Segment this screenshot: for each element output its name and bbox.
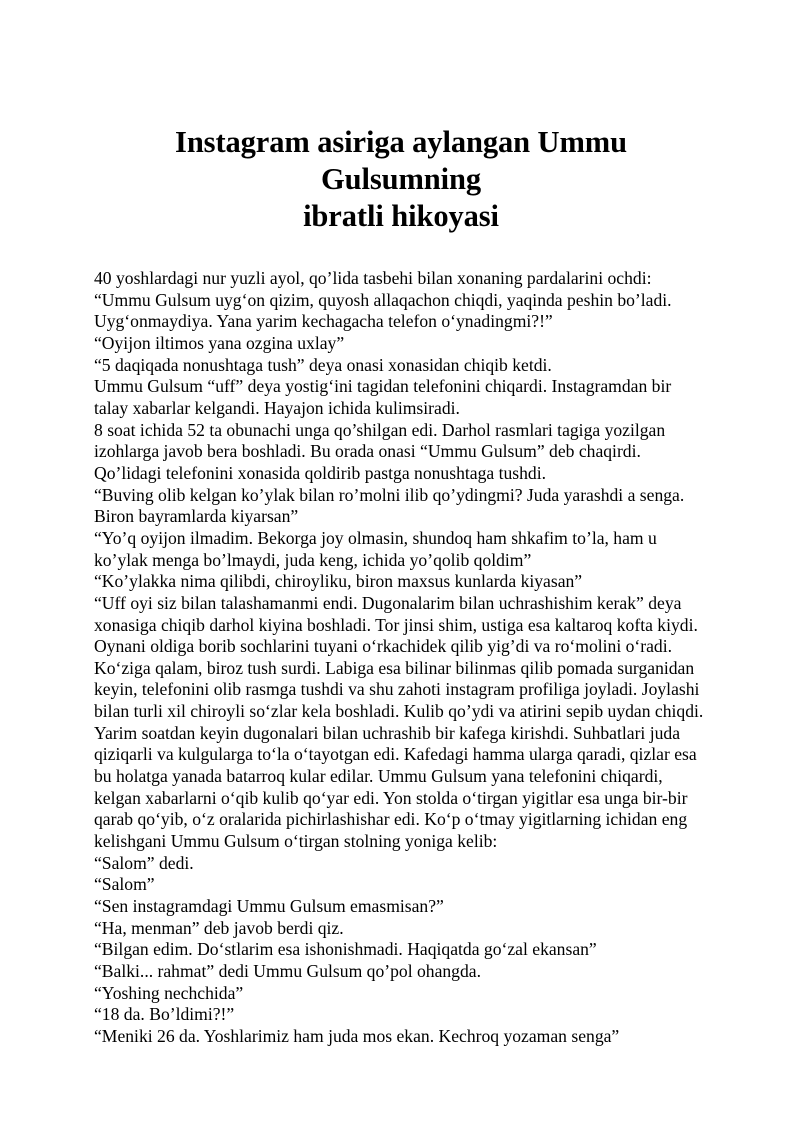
- document-title: [94, 124, 708, 235]
- paragraph: “Sen instagramdagi Ummu Gulsum emasmisan?”: [94, 896, 444, 917]
- paragraph: “Bilgan edim. Do‘stlarim esa ishonishmadi. Haqiqatda go‘zal ekansan”: [94, 939, 597, 960]
- paragraph: 40 yoshlardagi nur yuzli ayol, qo’lida tasbehi bilan xonaning pardalarini ochdi:: [94, 268, 652, 288]
- paragraph: “Salom” dedi.: [94, 852, 194, 873]
- paragraph: “Ko’ylakka nima qilibdi, chiroyliku, biron maxsus kunlarda kiyasan”: [94, 571, 583, 592]
- paragraph: “Ummu Gulsum uyg‘on qizim, quyosh allaqachon chiqdi, yaqinda peshin bo’ladi. Uyg‘onmaydiya. Yana yarim kechagacha telefon o‘ynadingmi?!”: [94, 289, 672, 332]
- paragraph: “Buving olib kelgan ko’ylak bilan ro’molni ilib qo’ydingmi? Juda yarashdi a senga. Biron bayramlarda kiyarsan”: [94, 484, 685, 527]
- paragraph: “5 daqiqada nonushtaga tush” deya onasi xonasidan chiqib ketdi.: [94, 354, 552, 375]
- paragraph: “Uff oyi siz bilan talashamanmi endi. Dugonalarim bilan uchrashishim kerak” deya xonasiga chiqib darhol kiyina boshladi. Tor jinsi shim, ustiga esa kaltaroq kofta kiydi. Oynani oldiga borib sochlarini tuyani o‘rkachidek qilib yig’di va ro‘molini o‘radi. Ko‘ziga qalam, biroz tush surdi. Labiga esa bilinar bilinmas qilib pomada surganidan keyin, telefonini olib rasmga tushdi va shu zahoti instagram profiliga joyladi. Joylashi bilan turli xil chiroyli so‘zlar kela boshladi. Kulib qo’ydi va atirini sepib uydan chiqdi. Yarim soatdan keyin dugonalari bilan uchrashib bir kafega kirishdi. Suhbatlari juda qiziqarli va kulgularga to‘la o‘tayotgan edi. Kafedagi hamma ularga qaradi, qizlar esa bu holatga yanada batarroq kular edilar. Ummu Gulsum yana telefonini chiqardi, kelgan xabarlarni o‘qib kulib qo‘yar edi. Yon stolda o‘tirgan yigitlar esa unga bir-bir qarab qo‘yib, o‘z oralarida pichirlashishar edi. Ko‘p o‘tmay yigitlarning ichidan eng kelishgani Ummu Gulsum o‘tirgan stolning yoniga kelib:: [94, 592, 704, 852]
- title-line-1: Instagram asiriga aylangan Ummu Gulsumning: [175, 125, 627, 196]
- paragraph: “18 da. Bo’ldimi?!”: [94, 1004, 235, 1025]
- paragraph: “Yo’q oyijon ilmadim. Bekorga joy olmasin, shundoq ham shkafim to’la, ham u ko’ylak menga bo’lmaydi, juda keng, ichida yo’qolib qoldim”: [94, 527, 657, 570]
- paragraph: “Ha, menman” deb javob berdi qiz.: [94, 917, 344, 938]
- paragraph: “Salom”: [94, 874, 155, 895]
- paragraph: “Meniki 26 da. Yoshlarimiz ham juda mos ekan. Kechroq yozaman senga”: [94, 1025, 620, 1046]
- paragraph: Ummu Gulsum “uff” deya yostig‘ini tagidan telefonini chiqardi. Instagramdan bir talay xabarlar kelgandi. Hayajon ichida kulimsiradi.: [94, 376, 672, 418]
- story-body: [94, 268, 708, 1048]
- paragraph: 8 soat ichida 52 ta obunachi unga qo’shilgan edi. Darhol rasmlari tagiga yozilgan izohlarga javob bera boshladi. Bu orada onasi “Ummu Gulsum” deb chaqirdi. Qo’lidagi telefonini xonasida qoldirib pastga nonushtaga tushdi.: [94, 419, 666, 483]
- paragraph: “Yoshing nechchida”: [94, 982, 244, 1003]
- paragraph: “Oyijon iltimos yana ozgina uxlay”: [94, 332, 345, 353]
- title-line-2: ibratli hikoyasi: [303, 199, 499, 233]
- paragraph: “Balki... rahmat” dedi Ummu Gulsum qo’pol ohangda.: [94, 961, 481, 981]
